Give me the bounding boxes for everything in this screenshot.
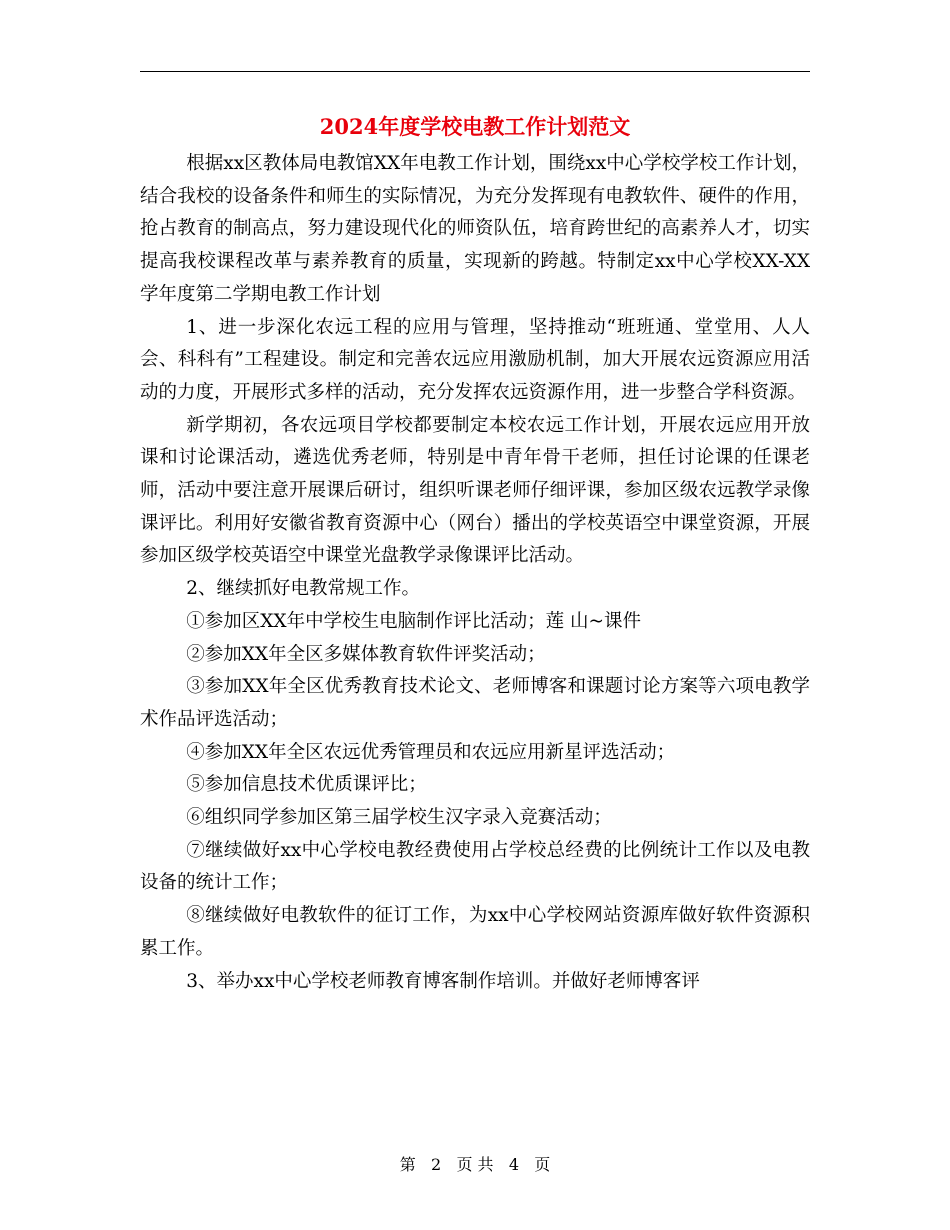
document-title: 2024年度学校电教工作计划范文 <box>319 114 631 139</box>
header-rule <box>140 71 810 72</box>
footer-suffix: 页 <box>534 1155 551 1174</box>
list-item: ⑦继续做好xx中心学校电教经费使用占学校总经费的比例统计工作以及电教设备的统计工作； <box>140 839 810 894</box>
list-item: ②参加XX年全区多媒体教育软件评奖活动； <box>186 643 546 665</box>
list-item: ⑧继续做好电教软件的征订工作，为xx中心学校网站资源库做好软件资源积累工作。 <box>140 905 810 959</box>
body-paragraph: 根据xx区教体局电教馆XX年电教工作计划，围绕xx中心学校学校工作计划，结合我校的设备条件和师生的实际情况，为充分发挥现有电教软件、硬件的作用，抢占教育的制高点，努力建设现代化的师资队伍，培育跨世纪的高素养人才，切实提高我校课程改革与素养教育的质量，实现新的跨越。特制定xx中心学校XX-XX学年度第二学期电教工作计划 <box>140 153 810 305</box>
body-paragraph: 2、继续抓好电教常规工作。 <box>186 578 421 600</box>
list-item: ①参加区XX年中学校生电脑制作评比活动；莲 山~课件 <box>186 610 641 632</box>
footer-page-number: 2 <box>430 1155 442 1174</box>
list-item: ④参加XX年全区农远优秀管理员和农远应用新星评选活动； <box>186 741 676 763</box>
footer-total-pages: 4 <box>508 1155 520 1174</box>
page-footer <box>140 1152 810 1175</box>
list-item: ③参加XX年全区优秀教育技术论文、老师博客和课题讨论方案等六项电教学术作品评选活动； <box>140 676 810 730</box>
list-item: ⑤参加信息技术优质课评比； <box>186 774 427 796</box>
footer-middle: 页 共 <box>456 1155 494 1174</box>
list-item: ⑥组织同学参加区第三届学校生汉字录入竞赛活动； <box>186 807 612 829</box>
body-paragraph: 新学期初，各农远项目学校都要制定本校农远工作计划，开展农远应用开放课和讨论课活动，遴选优秀老师，特别是中青年骨干老师，担任讨论课的任课老师，活动中要注意开展课后研讨，组织听课老师仔细评课，参加区级农远教学录像课评比。利用好安徽省教育资源中心（网台）播出的学校英语空中课堂资源，开展参加区级学校英语空中课堂光盘教学录像课评比活动。 <box>140 414 810 567</box>
body-paragraph: 1、进一步深化农远工程的应用与管理，坚持推动“班班通、堂堂用、人人会、科科有”工程建设。制定和完善农远应用激励机制，加大开展农远资源应用活动的力度，开展形式多样的活动，充分发挥农远资源作用，进一步整合学科资源。 <box>140 316 810 403</box>
footer-prefix: 第 <box>399 1155 416 1174</box>
body-paragraph: 3、举办xx中心学校老师教育博客制作培训。并做好老师博客评 <box>186 970 700 992</box>
document-body <box>140 148 810 998</box>
